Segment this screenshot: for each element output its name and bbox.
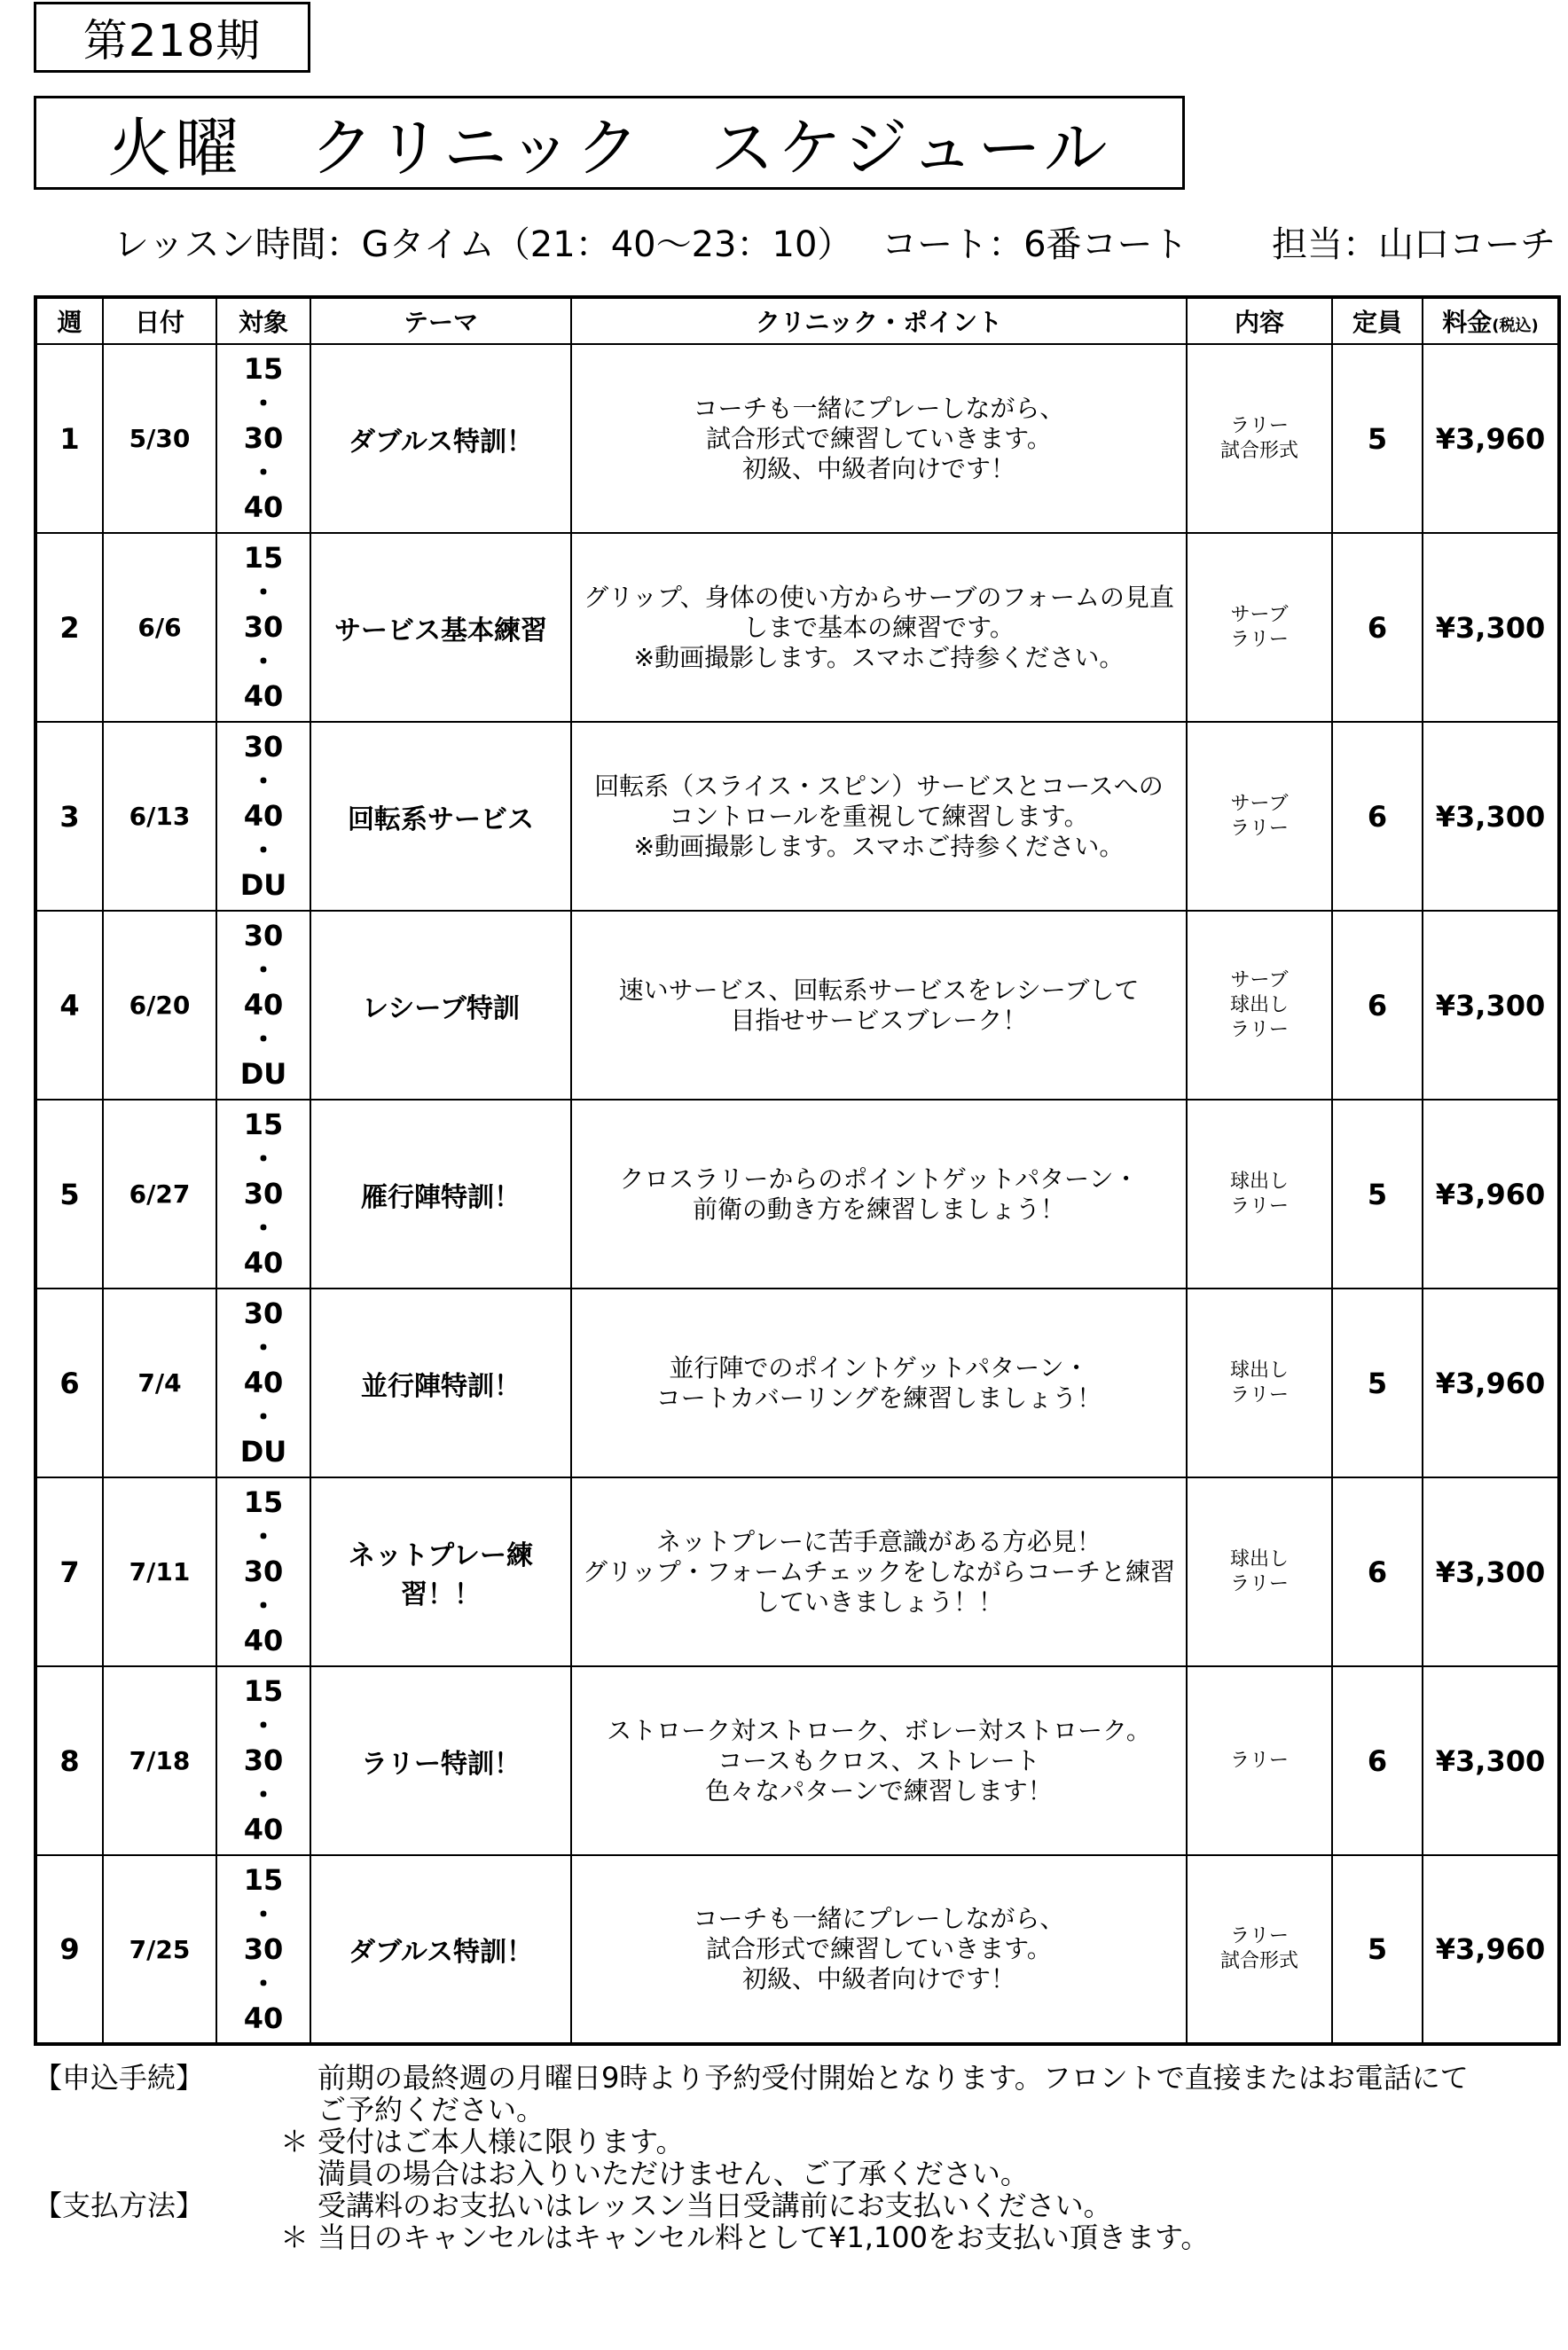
content-line: サーブ [1230,792,1289,815]
target-line: ・ [248,1400,278,1434]
target-line: 40 [243,490,284,524]
header-date: 日付 [103,297,216,344]
target-line: ・ [248,1520,278,1554]
asterisk-mark: ＊ [280,2221,310,2254]
theme-cell: サービス基本練習 [310,533,571,722]
target-line: 15 [243,352,284,386]
point-line: ネットプレーに苦手意識がある方必見！ [655,1526,1102,1556]
target-line: 40 [243,2001,284,2035]
target-line: 15 [243,541,284,575]
fee-cell: ¥3,300 [1423,1666,1559,1855]
date-cell: 7/25 [103,1855,216,2044]
content-line: ラリー [1229,1018,1289,1041]
apply-label: 【申込手続】 [34,2061,205,2095]
week-cell: 9 [35,1855,103,2044]
target-line: 30 [243,1931,284,1966]
target-cell [216,1666,310,1855]
apply-text-1: 前期の最終週の月曜日9時より予約受付開始となります。フロントで直接またはお電話にて [318,2061,1469,2095]
point-line: ストローク対ストローク、ボレー対ストローク。 [607,1715,1151,1745]
schedule-table [34,295,1561,2046]
content-line: 球出し [1229,1170,1289,1193]
content-line: ラリー [1229,628,1289,651]
target-line: ・ [248,1331,278,1365]
target-line: ・ [248,1142,278,1176]
date-cell: 6/6 [103,533,216,722]
content-line: ラリー [1229,1195,1289,1218]
content-line: 球出し [1229,1359,1289,1382]
capacity-cell: 5 [1332,1100,1423,1289]
table-row [35,1666,1559,1855]
target-cell [216,1477,310,1666]
header-week: 週 [35,297,103,344]
target-line: ・ [248,1897,278,1931]
target-line: DU [239,1057,287,1091]
coach-info: 担当：山口コーチ [1272,224,1556,265]
target-line: 40 [243,1813,284,1846]
fee-cell: ¥3,960 [1423,1289,1559,1477]
capacity-cell: 6 [1332,1477,1423,1666]
point-line: コントロールを重視して練習します。 [669,801,1089,831]
target-line: ・ [248,764,278,798]
content-cell [1187,722,1332,911]
week-cell: 6 [35,1289,103,1477]
theme-cell: 雁行陣特訓！ [310,1100,571,1289]
target-line: 30 [243,919,284,952]
target-line: ・ [248,1709,278,1743]
pay-text: 受講料のお支払いはレッスン当日受講前にお支払いください。 [318,2189,1112,2222]
target-line: ・ [248,953,278,987]
apply-star-text-1: 受付はご本人様に限ります。 [318,2125,685,2158]
point-line: 初級、中級者向けです！ [741,453,1015,483]
theme-cell: レシーブ特訓 [310,911,571,1100]
point-line: コースもクロス、ストレート [717,1745,1040,1775]
header-content: 内容 [1187,297,1332,344]
week-cell: 1 [35,344,103,533]
point-line: コーチも一緒にプレーしながら、 [693,1904,1065,1933]
target-line: ・ [248,387,278,420]
table-row [35,911,1559,1100]
capacity-cell: 5 [1332,1855,1423,2044]
header-capacity: 定員 [1332,297,1423,344]
pay-label: 【支払方法】 [34,2189,205,2222]
point-cell [571,722,1187,911]
point-line: 並行陣でのポイントゲットパターン・ [669,1352,1089,1383]
apply-text-2: ご予約ください。 [318,2093,545,2127]
target-line: 30 [243,610,284,644]
fee-cell: ¥3,300 [1423,533,1559,722]
target-cell [216,722,310,911]
target-line: ・ [248,456,278,490]
content-line: ラリー [1229,414,1289,437]
point-cell [571,344,1187,533]
target-line: ・ [248,1211,278,1245]
table-row [35,533,1559,722]
content-cell [1187,911,1332,1100]
content-line: ラリー [1229,1925,1289,1947]
point-line: クロスラリーからのポイントゲットパターン・ [619,1163,1139,1194]
point-line: 速いサービス、回転系サービスをレシーブして [618,975,1140,1005]
content-line: サーブ [1230,603,1289,626]
table-row [35,1100,1559,1289]
content-cell [1187,1477,1332,1666]
capacity-cell: 5 [1332,344,1423,533]
theme-cell: ネットプレー練習！！ [310,1477,571,1666]
pay-line-1 [34,2189,1541,2221]
capacity-cell: 6 [1332,1666,1423,1855]
page-title [34,96,1185,190]
table-header-row [35,297,1559,344]
capacity-cell: 5 [1332,1289,1423,1477]
point-cell [571,1100,1187,1289]
week-cell: 8 [35,1666,103,1855]
content-line: 球出し [1229,993,1289,1016]
point-cell [571,1666,1187,1855]
week-cell: 3 [35,722,103,911]
header-point: クリニック・ポイント [571,297,1187,344]
target-cell [216,911,310,1100]
header-theme: テーマ [310,297,571,344]
target-line: DU [239,868,287,902]
target-line: ・ [248,576,278,609]
table-row [35,722,1559,911]
fee-cell: ¥3,960 [1423,1855,1559,2044]
target-cell [216,1855,310,2044]
header-fee [1423,297,1559,344]
header-fee-label: 料金 [1442,308,1493,337]
target-line: 30 [243,730,284,764]
schedule-body [35,344,1559,2044]
content-cell [1187,1100,1332,1289]
table-row [35,344,1559,533]
header-target: 対象 [216,297,310,344]
point-line: 試合形式で練習していきます。 [706,1934,1052,1963]
asterisk-mark: ＊ [280,2125,310,2158]
target-line: ・ [248,645,278,678]
target-cell [216,533,310,722]
table-row [35,1477,1559,1666]
point-line: していきましょう！！ [754,1586,1003,1617]
target-line: ・ [248,1589,278,1623]
theme-cell: ダブルス特訓！ [310,344,571,533]
content-cell [1187,533,1332,722]
term-label [34,2,310,73]
point-cell [571,1477,1187,1666]
target-line: 40 [243,679,284,713]
target-line: 15 [243,1108,284,1141]
week-cell: 5 [35,1100,103,1289]
point-line: コートカバーリングを練習しましょう！ [655,1383,1102,1413]
point-cell [571,1289,1187,1477]
target-line: 30 [243,1743,284,1777]
content-line: ラリー [1229,1383,1289,1406]
target-line: ・ [248,1022,278,1056]
target-cell [216,1289,310,1477]
target-line: 15 [243,1674,284,1708]
point-line: 回転系（スライス・スピン）サービスとコースへの [594,771,1164,801]
point-cell [571,1855,1187,2044]
target-line: 30 [243,1555,284,1588]
point-line: グリップ・フォームチェックをしながらコーチと練習 [582,1556,1176,1586]
point-line: ※動画撮影します。スマホご持参ください。 [633,831,1125,861]
capacity-cell: 6 [1332,533,1423,722]
point-line: ※動画撮影します。スマホご持参ください。 [633,642,1125,672]
fee-cell: ¥3,300 [1423,911,1559,1100]
content-line: サーブ [1230,968,1289,991]
theme-cell: 回転系サービス [310,722,571,911]
pay-line-2 [34,2221,1541,2253]
date-cell: 7/18 [103,1666,216,1855]
apply-line-2 [34,2094,1541,2126]
target-line: 30 [243,421,284,455]
fee-cell: ¥3,960 [1423,344,1559,533]
content-line: ラリー [1229,1572,1289,1595]
target-line: 40 [243,1366,284,1399]
date-cell: 6/13 [103,722,216,911]
fee-cell: ¥3,300 [1423,722,1559,911]
point-cell [571,911,1187,1100]
date-cell: 6/20 [103,911,216,1100]
target-line: 30 [243,1296,284,1330]
target-line: 15 [243,1485,284,1519]
notes-section [34,2062,1541,2253]
term-text: 第218期 [82,15,262,67]
point-line: コーチも一緒にプレーしながら、 [693,393,1065,423]
point-line: グリップ、身体の使い方からサーブのフォームの見直 [584,582,1174,612]
capacity-cell: 6 [1332,911,1423,1100]
week-cell: 2 [35,533,103,722]
target-line: 40 [243,988,284,1022]
point-line: 試合形式で練習していきます。 [706,423,1052,453]
fee-cell: ¥3,300 [1423,1477,1559,1666]
target-line: ・ [248,834,278,867]
point-line: 目指せサービスブレーク！ [730,1005,1028,1035]
header-fee-tax-note: (税込) [1492,317,1539,335]
content-cell [1187,344,1332,533]
content-line: 試合形式 [1219,1950,1298,1972]
content-cell [1187,1855,1332,2044]
date-cell: 7/11 [103,1477,216,1666]
apply-line-3 [34,2126,1541,2158]
week-cell: 7 [35,1477,103,1666]
content-cell [1187,1666,1332,1855]
apply-star-text-2: 満員の場合はお入りいただけません、ご了承ください。 [318,2157,1029,2190]
point-line: 色々なパターンで練習します！ [705,1775,1053,1806]
apply-line-1 [34,2062,1541,2094]
date-cell: 5/30 [103,344,216,533]
page-title-text: 火曜 クリニック スケジュール [107,111,1111,185]
content-line: ラリー [1229,817,1289,840]
point-cell [571,533,1187,722]
content-line: 球出し [1229,1547,1289,1571]
target-line: 15 [243,1862,284,1897]
target-line: 30 [243,1177,284,1210]
target-cell [216,1100,310,1289]
theme-cell: 並行陣特訓！ [310,1289,571,1477]
point-line: しまで基本の練習です。 [743,612,1015,642]
content-line: 試合形式 [1219,439,1298,462]
target-line: ・ [248,1778,278,1812]
target-line: 40 [243,1246,284,1280]
theme-cell: ラリー特訓！ [310,1666,571,1855]
pay-star-text: 当日のキャンセルはキャンセル料として¥1,100をお支払い頂きます。 [318,2221,1210,2254]
content-line: ラリー [1229,1749,1289,1772]
content-cell [1187,1289,1332,1477]
target-cell [216,344,310,533]
table-row [35,1855,1559,2044]
week-cell: 4 [35,911,103,1100]
point-line: 前衛の動き方を練習しましょう！ [692,1194,1065,1224]
apply-line-4 [34,2158,1541,2189]
target-line: ・ [248,1966,278,2001]
date-cell: 7/4 [103,1289,216,1477]
table-row [35,1289,1559,1477]
lesson-info: レッスン時間：Gタイム（21：40～23：10） コート：6番コート [114,224,1188,265]
target-line: 40 [243,799,284,833]
point-line: 初級、中級者向けです！ [741,1964,1015,1994]
capacity-cell: 6 [1332,722,1423,911]
theme-cell: ダブルス特訓！ [310,1855,571,2044]
target-line: DU [239,1435,287,1469]
fee-cell: ¥3,960 [1423,1100,1559,1289]
target-line: 40 [243,1624,284,1657]
date-cell: 6/27 [103,1100,216,1289]
